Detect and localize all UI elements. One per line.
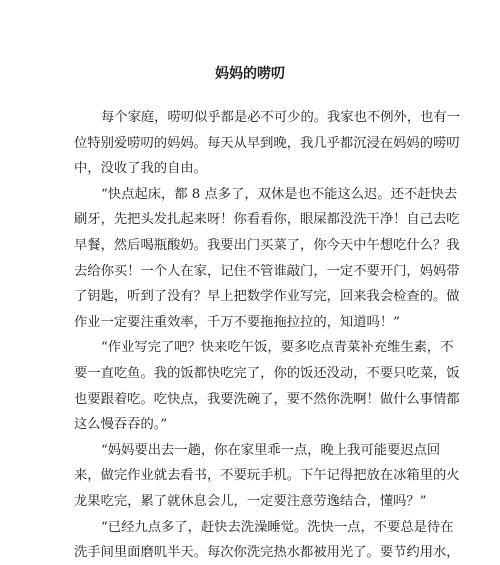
paragraph-5-line-1: “已经九点多了，赶快去洗澡睡觉。洗快一点，不要总是待在: [101, 519, 454, 535]
paragraph-4-line-2: 来，做完作业就去看书，不要玩手机。下午记得把放在冰箱里的火: [74, 468, 460, 484]
paragraph-2-line-2: 刷牙，先把头发扎起来呀！你看看你，眼屎都没洗干净！自己去吃: [74, 212, 460, 228]
paragraph-3-line-2: 要一直吃鱼。我的饭都快吃完了，你的饭还没动，不要只吃菜，饭: [74, 365, 460, 381]
paragraph-3-line-4: 这么慢吞吞的。”: [74, 417, 168, 433]
document-title: 妈妈的唠叨: [215, 66, 285, 82]
paragraph-2-line-1: “快点起床，都 8 点多了，双休是也不能这么迟。还不赶快去: [101, 186, 458, 202]
paragraph-4-line-1: “妈妈要出去一趟，你在家里乖一点，晚上我可能要迟点回: [101, 442, 441, 458]
paragraph-4-line-3: 龙果吃完，累了就休息会儿，一定要注意劳逸结合，懂吗？”: [74, 493, 427, 509]
paragraph-1-line-3: 中，没收了我的自由。: [74, 161, 207, 177]
paragraph-2-line-6: 作业一定要注重效率，千万不要拖拖拉拉的，知道吗！”: [74, 314, 400, 330]
paragraph-2-line-3: 早餐，然后喝瓶酸奶。我要出门买菜了，你今天中午想吃什么？我: [74, 237, 460, 253]
paragraph-5-line-2: 洗手间里面磨叽半天。每次你洗完热水都被用光了。要节约用水，: [74, 545, 460, 561]
paragraph-1-line-1: 每个家庭，唠叨似乎都是必不可少的。我家也不例外，也有一: [101, 110, 461, 125]
paragraph-3-line-3: 也要跟着吃。吃快点，我要洗碗了，要不然你洗啊！做什么事情都: [74, 391, 460, 407]
paragraph-1-line-2: 位特别爱唠叨的妈妈。每天从早到晚，我几乎都沉浸在妈妈的唠叨: [74, 135, 460, 151]
document-body: [74, 105, 461, 565]
paragraph-3-line-1: “作业写完了吧？快来吃午饭，要多吃点青菜补充维生素，不: [101, 340, 454, 356]
paragraph-2-line-4: 去给你买！一个人在家，记住不管谁敲门，一定不要开门，妈妈带: [74, 263, 460, 279]
paragraph-2-line-5: 了钥匙，听到了没有？早上把数学作业写完，回来我会检查的。做: [74, 289, 460, 305]
